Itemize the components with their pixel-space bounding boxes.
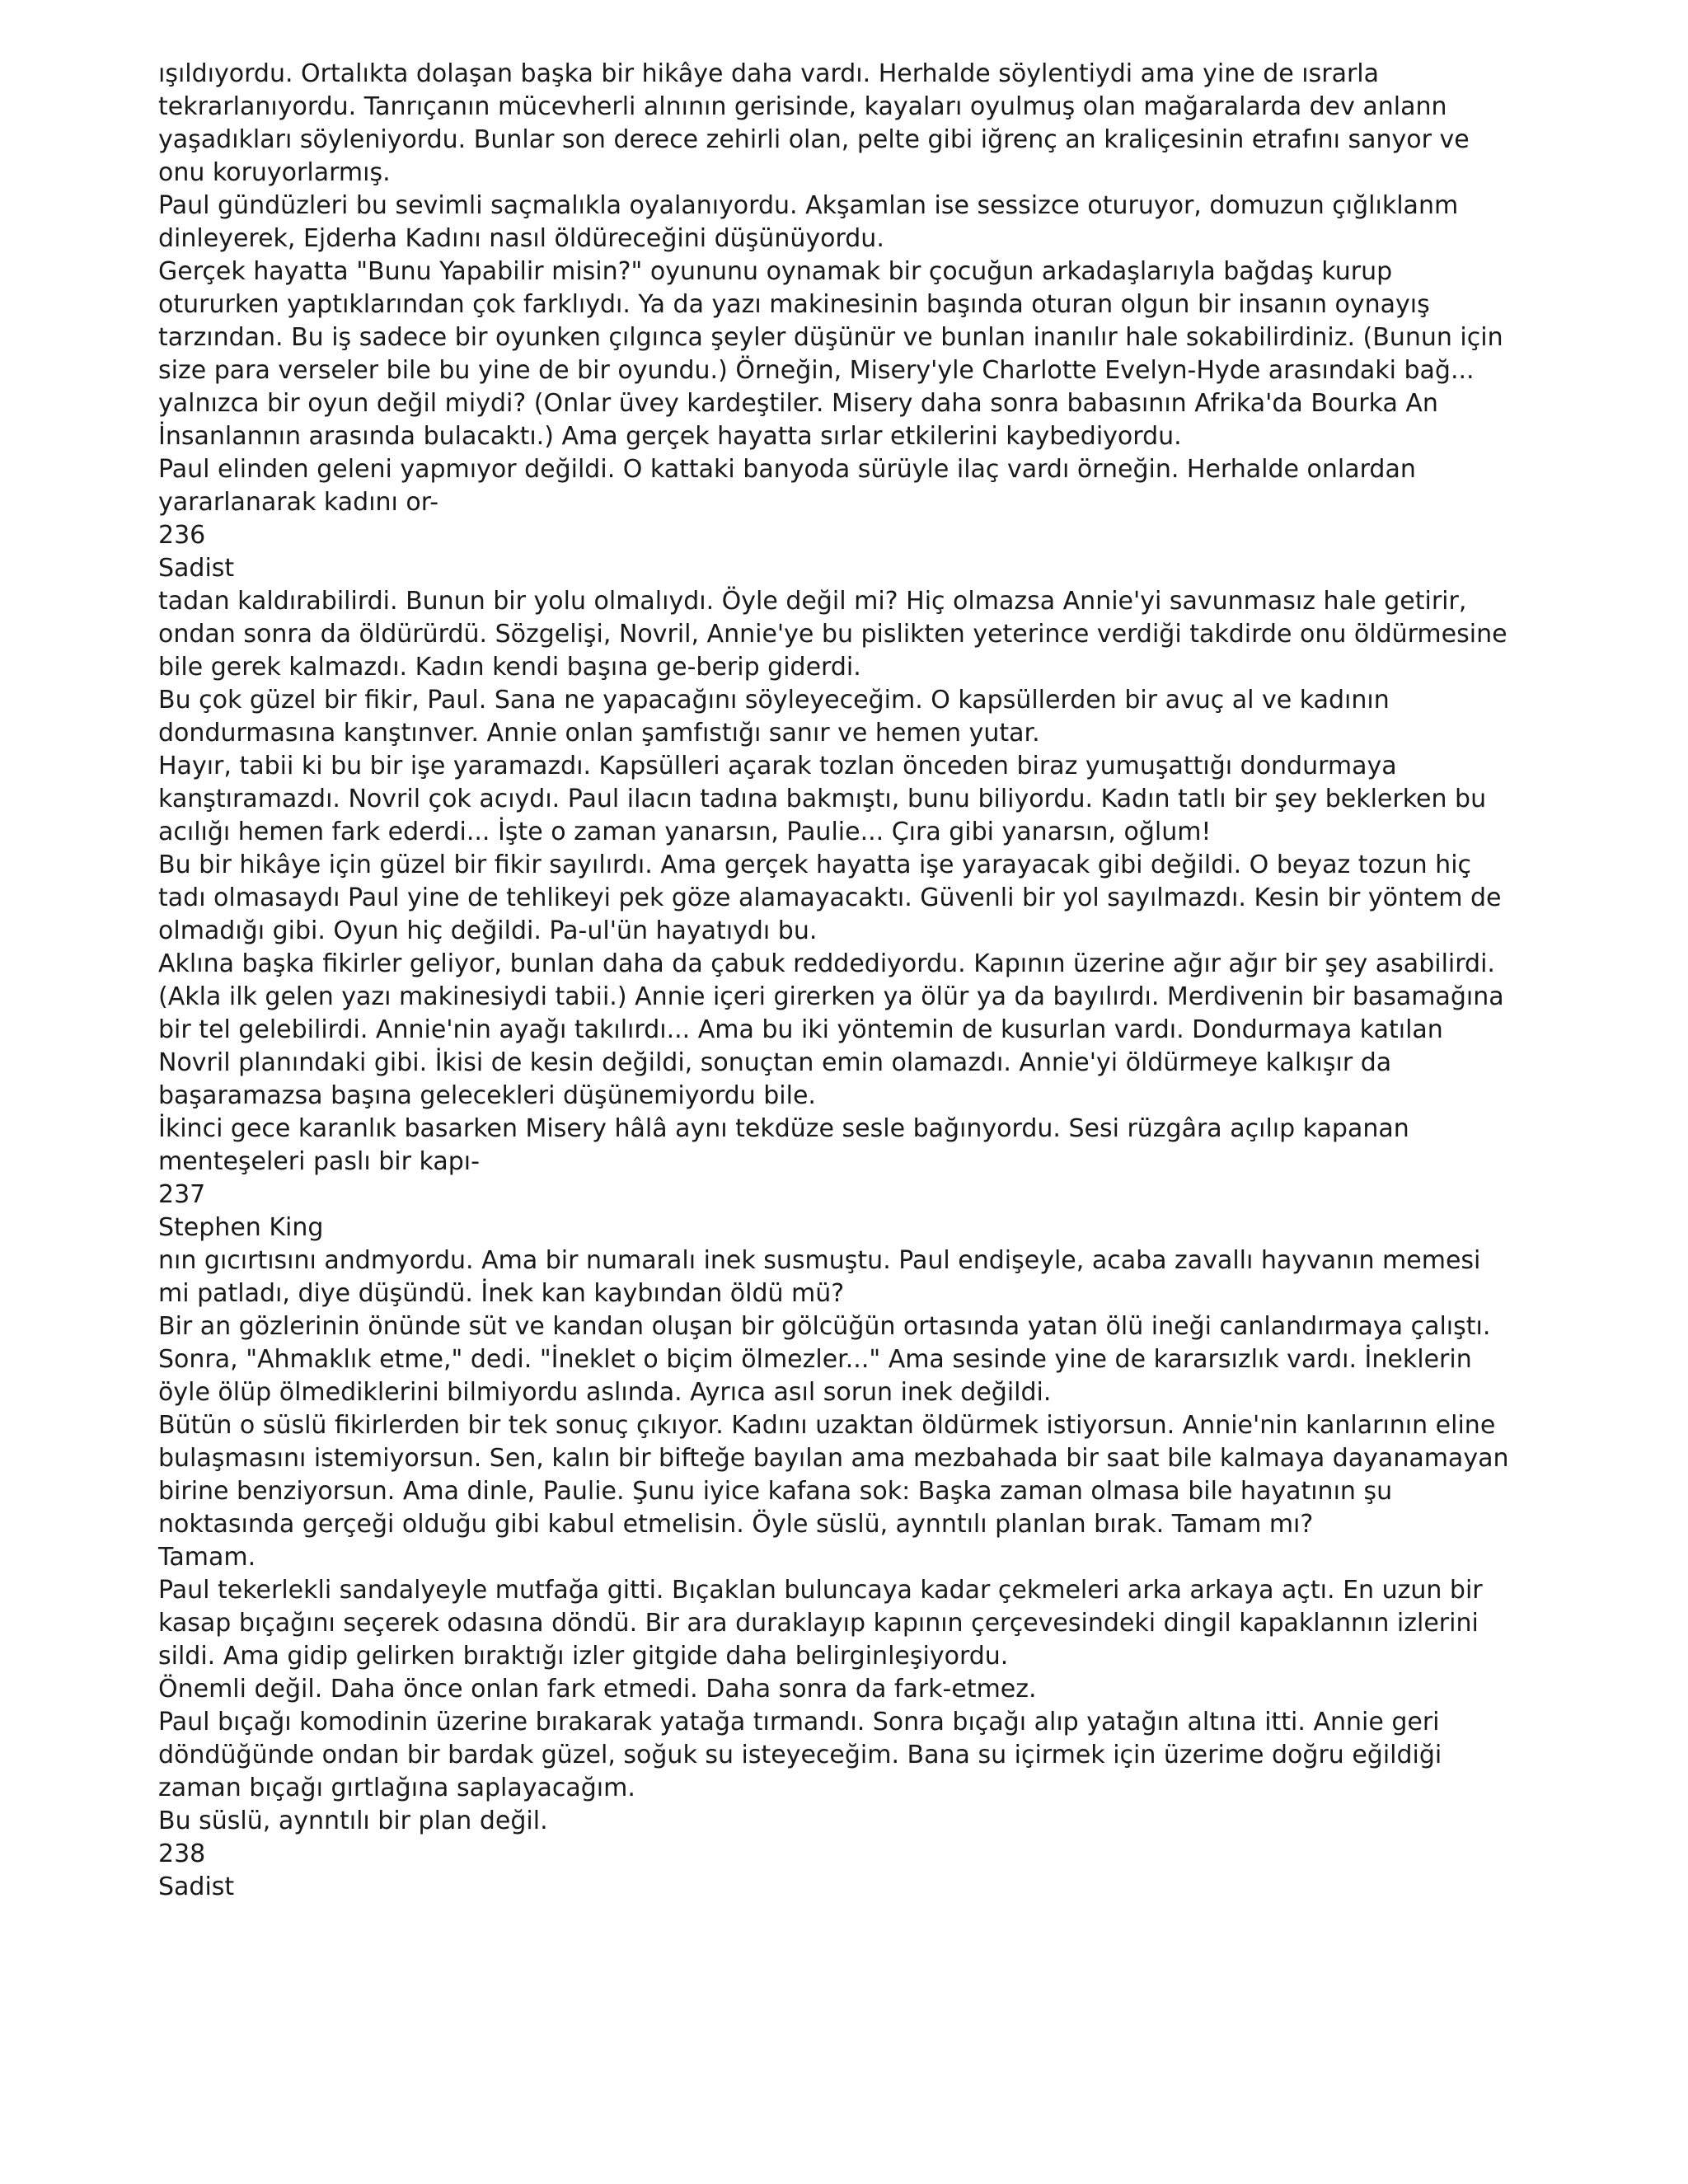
running-header: Sadist bbox=[158, 554, 235, 583]
text-line: Aklına başka fikirler geliyor, bunlan daha da çabuk reddediyordu. Kapının üzerine ağır ağır bir şey asabilirdi. bbox=[158, 949, 1495, 978]
text-line: mi patladı, diye düşündü. İnek kan kaybından öldü mü? bbox=[158, 1279, 845, 1308]
text-line: ondan sonra da öldürürdü. Sözgelişi, Novril, Annie'ye bu pislikten yeterince verdiği takdirde onu öldürmesine bbox=[158, 620, 1507, 649]
text-line: menteşeleri paslı bir kapı- bbox=[158, 1147, 480, 1176]
page-number: 237 bbox=[158, 1180, 206, 1209]
text-line: (Akla ilk gelen yazı makinesiydi tabii.) Annie içeri girerken ya ölür ya da bayılırdı. Merdivenin bir basamağına bbox=[158, 982, 1504, 1011]
text-line: Bu çok güzel bir fikir, Paul. Sana ne yapacağını söyleyeceğim. O kapsüllerden bir avuç al ve kadının bbox=[158, 686, 1390, 715]
text-line: Gerçek hayatta "Bunu Yapabilir misin?" oyununu oynamak bir çocuğun arkadaşlarıyla bağdaş kurup bbox=[158, 257, 1393, 286]
page-number: 236 bbox=[158, 521, 206, 550]
text-line: Bu bir hikâye için güzel bir fikir sayılırdı. Ama gerçek hayatta işe yarayacak gibi değildi. O beyaz tozun hiç bbox=[158, 851, 1472, 879]
text-line: döndüğünde ondan bir bardak güzel, soğuk su isteyeceğim. Bana su içirmek için üzerime doğru eğildiği bbox=[158, 1741, 1442, 1769]
text-line: öyle ölüp ölmediklerini bilmiyordu aslında. Ayrıca asıl sorun inek değildi. bbox=[158, 1378, 1052, 1407]
running-header: Stephen King bbox=[158, 1213, 324, 1242]
text-line: Tamam. bbox=[158, 1543, 256, 1572]
text-line: Paul tekerlekli sandalyeyle mutfağa gitti. Bıçaklan buluncaya kadar çekmeleri arka arkaya açtı. En uzun bir bbox=[158, 1576, 1483, 1605]
text-line: bulaşmasını istemiyorsun. Sen, kalın bir bifteğe bayılan ama mezbahada bir saat bile kalmaya dayanamayan bbox=[158, 1444, 1509, 1473]
text-line: Bir an gözlerinin önünde süt ve kandan oluşan bir gölcüğün ortasında yatan ölü ineği canlandırmaya çalıştı. bbox=[158, 1312, 1491, 1341]
text-line: kanştıramazdı. Novril çok acıydı. Paul ilacın tadına bakmıştı, bunu biliyordu. Kadın tatlı bir şey beklerken bu bbox=[158, 785, 1487, 813]
text-line: Paul gündüzleri bu sevimli saçmalıkla oyalanıyordu. Akşamlan ise sessizce oturuyor, domuzun çığlıklanm bbox=[158, 191, 1459, 220]
text-line: yaşadıkları söyleniyordu. Bunlar son derece zehirli olan, pelte gibi iğrenç an kraliçesinin etrafını sanyor ve bbox=[158, 125, 1470, 154]
text-line: yalnızca bir oyun değil miydi? (Onlar üvey kardeştiler. Misery daha sonra babasının Afrika'da Bourka An bbox=[158, 389, 1438, 418]
text-line: başaramazsa başına gelecekleri düşünemiyordu bile. bbox=[158, 1081, 816, 1110]
text-line: 238 bbox=[158, 1840, 206, 1868]
text-line: Paul bıçağı komodinin üzerine bırakarak yatağa tırmandı. Sonra bıçağı alıp yatağın altına itti. Annie geri bbox=[158, 1708, 1440, 1736]
text-line: Bu süslü, aynntılı bir plan değil. bbox=[158, 1807, 548, 1835]
text-line: Sonra, "Ahmaklık etme," dedi. "İneklet o biçim ölmezler..." Ama sesinde yine de kararsızlık vardı. İneklerin bbox=[158, 1345, 1472, 1374]
text-line: acılığı hemen fark ederdi... İşte o zaman yanarsın, Paulie... Çıra gibi yanarsın, oğlum! bbox=[158, 818, 1212, 846]
text-line: tekrarlanıyordu. Tanrıçanın mücevherli alnının gerisinde, kayaları oyulmuş olan mağaralarda dev anlann bbox=[158, 92, 1447, 121]
page-number: Sadist bbox=[158, 1872, 235, 1901]
text-line: zaman bıçağı gırtlağına saplayacağım. bbox=[158, 1774, 635, 1802]
text-line: nın gıcırtısını andmyordu. Ama bir numaralı inek susmuştu. Paul endişeyle, acaba zavallı hayvanın memesi bbox=[158, 1246, 1481, 1275]
text-line: bile gerek kalmazdı. Kadın kendi başına ge-berip giderdi. bbox=[158, 653, 861, 682]
text-line: Novril planındaki gibi. İkisi de kesin değildi, sonuçtan emin olamazdı. Annie'yi öldürmeye kalkışır da bbox=[158, 1048, 1392, 1077]
text-line: tarzından. Bu iş sadece bir oyunken çılgınca şeyler düşünür ve bunlan inanılır hale sokabilirdiniz. (Bunun için bbox=[158, 323, 1503, 352]
book-page bbox=[158, 58, 1510, 1904]
text-line: Hayır, tabii ki bu bir işe yaramazdı. Kapsülleri açarak tozlan önceden biraz yumuşattığı dondurmaya bbox=[158, 752, 1397, 780]
text-line: bir tel gelebilirdi. Annie'nin ayağı takılırdı... Ama bu iki yöntemin de kusurlan vardı. Dondurmaya katılan bbox=[158, 1015, 1443, 1044]
text-line: tadı olmasaydı Paul yine de tehlikeyi pek göze alamayacaktı. Güvenli bir yol sayılmazdı. Kesin bir yöntem de bbox=[158, 883, 1502, 912]
text-line: tadan kaldırabilirdi. Bunun bir yolu olmalıydı. Öyle değil mi? Hiç olmazsa Annie'yi savunmasız hale getirir, bbox=[158, 587, 1467, 616]
text-line: size para verseler bile bu yine de bir oyundu.) Örneğin, Misery'yle Charlotte Evelyn-Hyde arasındaki bağ... bbox=[158, 356, 1475, 385]
text-line: noktasında gerçeği olduğu gibi kabul etmelisin. Öyle süslü, aynntılı planlan bırak. Tamam mı? bbox=[158, 1510, 1314, 1539]
text-line: otururken yaptıklarından çok farklıydı. Ya da yazı makinesinin başında oturan olgun bir insanın oynayış bbox=[158, 290, 1430, 319]
text-line: olmadığı gibi. Oyun hiç değildi. Pa-ul'ün hayatıydı bu. bbox=[158, 916, 818, 945]
text-line: dondurmasına kanştınver. Annie onlan şamfıstığı sanır ve hemen yutar. bbox=[158, 719, 1040, 748]
text-line: dinleyerek, Ejderha Kadını nasıl öldüreceğini düşünüyordu. bbox=[158, 224, 884, 253]
text-line: İkinci gece karanlık basarken Misery hâlâ aynı tekdüze sesle bağınyordu. Sesi rüzgâra açılıp kapanan bbox=[158, 1114, 1409, 1143]
text-line: Bütün o süslü fikirlerden bir tek sonuç çıkıyor. Kadını uzaktan öldürmek istiyorsun. Annie'nin kanlarının eline bbox=[158, 1411, 1496, 1440]
text-line: ışıldıyordu. Ortalıkta dolaşan başka bir hikâye daha vardı. Herhalde söylentiydi ama yine de ısrarla bbox=[158, 59, 1380, 88]
text-line: kasap bıçağını seçerek odasına döndü. Bir ara duraklayıp kapının çerçevesindeki dingil kapaklannın izlerini bbox=[158, 1609, 1479, 1638]
text-line: birine benziyorsun. Ama dinle, Paulie. Şunu iyice kafana sok: Başka zaman olmasa bile hayatının şu bbox=[158, 1477, 1393, 1506]
text-line: İnsanlannın arasında bulacaktı.) Ama gerçek hayatta sırlar etkilerini kaybediyordu. bbox=[158, 422, 1182, 451]
text-line: Önemli değil. Daha önce onlan fark etmedi. Daha sonra da fark-etmez. bbox=[158, 1675, 1037, 1704]
text-line: onu koruyorlarmış. bbox=[158, 158, 391, 187]
text-line: Paul elinden geleni yapmıyor değildi. O kattaki banyoda sürüyle ilaç vardı örneğin. Herhalde onlardan bbox=[158, 455, 1416, 484]
text-line: yararlanarak kadını or- bbox=[158, 488, 439, 517]
text-line: sildi. Ama gidip gelirken bıraktığı izler gitgide daha belirginleşiyordu. bbox=[158, 1642, 1009, 1671]
